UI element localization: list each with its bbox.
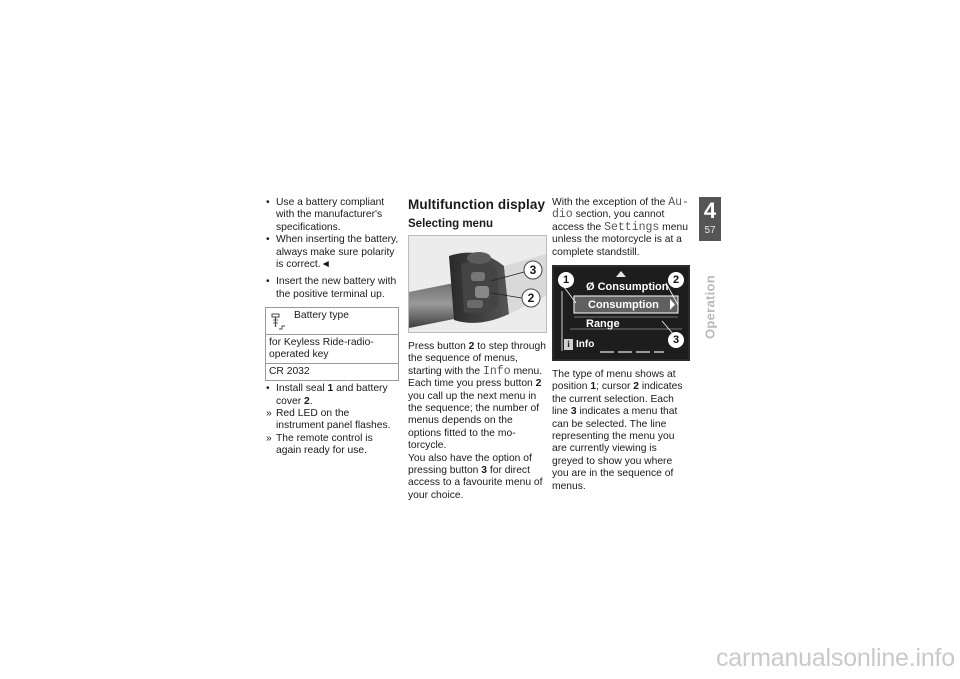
left-column: [265, 197, 399, 458]
list-item: • Use a battery compliant with the manufacturer's specifications.: [266, 197, 385, 233]
subsection-title: Selecting menu: [408, 218, 493, 230]
spec-usage-cell: for Keyless Ride-radio-operated key: [266, 335, 399, 364]
list-item: • Install seal 1 and battery cover 2.: [266, 383, 388, 407]
watermark: carmanualsonline.info: [715, 644, 955, 672]
spec-header: Battery type: [294, 310, 349, 322]
paragraph-selecting-menu: Press button 2 to step through the sequence of menus, starting with the Info menu. Each time you press button 2 you call up the next menu in the sequence; the number of menus depends on the options fitted to the motorcycle.: [408, 341, 546, 452]
display-callout-2: 2: [672, 274, 680, 287]
list-item: • Insert the new battery with the positive terminal up.: [266, 276, 397, 300]
handlebar-switch-illustration: [409, 236, 546, 332]
list-item: » Red LED on the instrument panel flashes.: [266, 408, 391, 432]
bullet-list-precautions: [265, 197, 399, 271]
multifunction-display-diagram: [552, 265, 690, 361]
spec-header-cell: [266, 308, 399, 335]
paragraph-favourite-menu: You also have the option of pressing button 3 for direct access to a favourite menu of your choice.: [408, 452, 543, 501]
page-number: 57: [704, 225, 716, 236]
menu-item-consumption-selected: Consumption: [588, 299, 659, 312]
photo-callout-3: 3: [529, 263, 537, 277]
info-icon: i: [564, 339, 573, 350]
menu-item-range: Range: [586, 318, 620, 331]
middle-column: [408, 197, 546, 502]
info-menu-label: Info: [576, 339, 595, 351]
paragraph-menu-explanation: The type of menu shows at position 1; cursor 2 indicates the current selection. Each line 3 indicates a menu that can be selected. The line representing the menu you are currently viewing is greyed to show you where you are in the sequence of menus.: [552, 369, 683, 492]
display-callout-3: 3: [672, 334, 680, 347]
wrench-spec-icon: [269, 310, 291, 332]
chapter-tab: [699, 197, 721, 241]
side-chapter-label: Operation: [702, 274, 718, 340]
display-callout-1: 1: [562, 274, 570, 287]
right-column: [552, 197, 690, 493]
spec-value-cell: CR 2032: [266, 364, 399, 381]
chapter-number: 4: [703, 198, 717, 223]
list-item: • When inserting the battery, always make sure polarity is correct.◄: [266, 234, 399, 271]
battery-spec-table: [265, 307, 399, 381]
photo-callout-2: 2: [527, 291, 535, 305]
section-title: Multifunction display: [408, 197, 546, 212]
list-item: » The remote control is again ready for use.: [266, 432, 373, 457]
menu-item-avg-consumption: Ø Consumption: [586, 281, 669, 294]
handlebar-switch-photo: [408, 235, 547, 333]
paragraph-settings-access: With the exception of the Audio section, you cannot access the Settings menu unless the motorcycle is at a complete standstill.: [552, 196, 689, 258]
